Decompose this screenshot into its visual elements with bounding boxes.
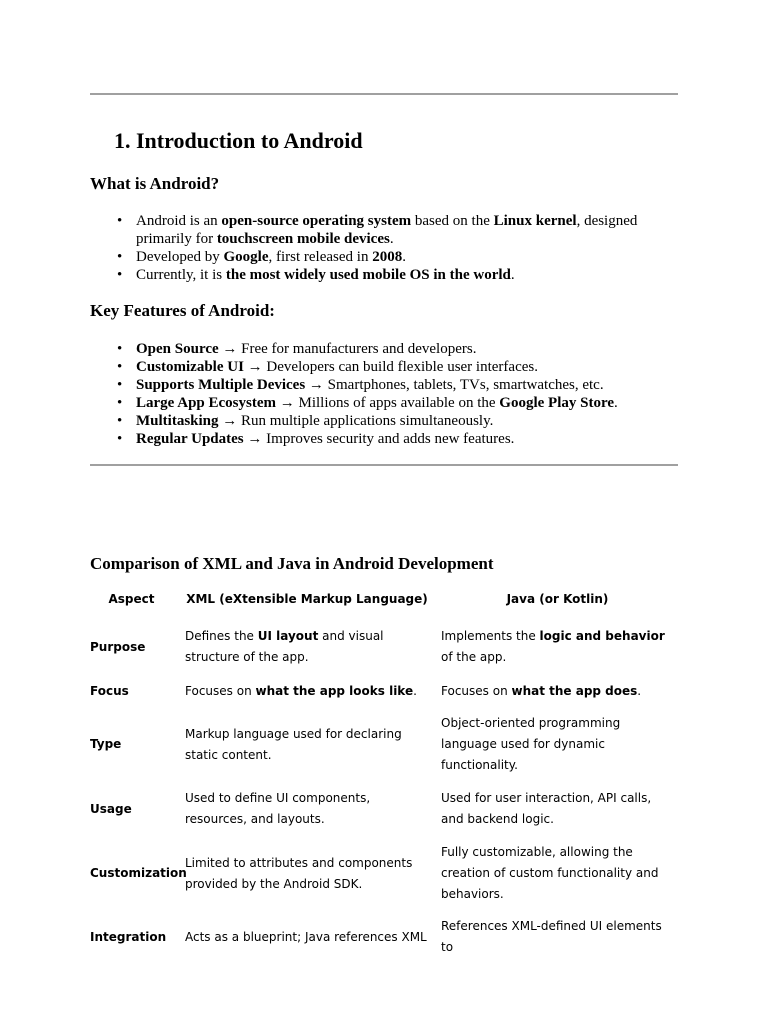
key-features-list — [136, 340, 676, 448]
horizontal-rule-top — [90, 93, 678, 95]
xml-cell: Acts as a blueprint; Java references XML — [185, 929, 427, 944]
java-cell: Focuses on what the app does. — [441, 683, 642, 698]
table-header-row — [84, 584, 680, 620]
java-cell: Object-oriented programming language used for dynamic functionality. — [441, 716, 621, 772]
row-aspect: Integration — [90, 929, 167, 944]
row-aspect: Focus — [90, 683, 129, 698]
list-item: • Regular Updates → Improves security and adds new features. — [136, 430, 676, 448]
xml-cell: Used to define UI components, resources, and layouts. — [185, 791, 371, 826]
what-is-android-list — [136, 212, 676, 284]
header-java: Java (or Kotlin) — [506, 591, 609, 606]
key-features-heading: Key Features of Android: — [90, 301, 275, 320]
row-aspect: Customization — [90, 866, 187, 880]
list-item: • Customizable UI → Developers can build flexible user interfaces. — [136, 358, 676, 376]
xml-cell: Defines the UI layout and visual structure of the app. — [185, 629, 384, 664]
row-aspect: Usage — [90, 801, 132, 816]
list-item: • Supports Multiple Devices → Smartphones, tablets, TVs, smartwatches, etc. — [136, 376, 676, 394]
java-cell: Implements the logic and behavior of the app. — [441, 629, 665, 664]
section-title: 1. Introduction to Android — [114, 128, 363, 153]
java-cell: References XML-defined UI elements to — [441, 919, 662, 954]
header-xml: XML (eXtensible Markup Language) — [186, 591, 428, 606]
what-is-android-heading: What is Android? — [90, 174, 220, 193]
list-item: • Currently, it is the most widely used mobile OS in the world. — [136, 266, 676, 284]
comparison-heading: Comparison of XML and Java in Android Development — [90, 554, 494, 573]
xml-cell: Focuses on what the app looks like. — [185, 683, 417, 698]
list-item: • Multitasking → Run multiple applications simultaneously. — [136, 412, 676, 430]
table-row — [84, 782, 680, 837]
xml-cell: Limited to attributes and components provided by the Android SDK. — [185, 855, 413, 891]
list-item: • Open Source → Free for manufacturers and developers. — [136, 340, 676, 358]
list-item: • Developed by Google, first released in 2008. — [136, 248, 676, 266]
table-row — [84, 620, 680, 675]
java-cell: Used for user interaction, API calls, and backend logic. — [441, 791, 652, 826]
xml-cell: Markup language used for declaring static content. — [185, 726, 402, 762]
header-aspect: Aspect — [108, 591, 155, 606]
horizontal-rule-middle — [90, 464, 678, 466]
table-row — [84, 837, 680, 911]
table-row — [84, 675, 680, 708]
row-aspect: Type — [90, 737, 122, 751]
list-item: • Large App Ecosystem → Millions of apps available on the Google Play Store. — [136, 394, 676, 412]
table-row — [84, 708, 680, 782]
comparison-table — [84, 584, 680, 964]
row-aspect: Purpose — [90, 639, 146, 654]
list-item: • Android is an open-source operating system based on the Linux kernel, designed primarily for touchscreen mobile devices. — [136, 212, 676, 248]
java-cell: Fully customizable, allowing the creation of custom functionality and behaviors. — [441, 845, 659, 901]
table-row — [84, 911, 680, 964]
